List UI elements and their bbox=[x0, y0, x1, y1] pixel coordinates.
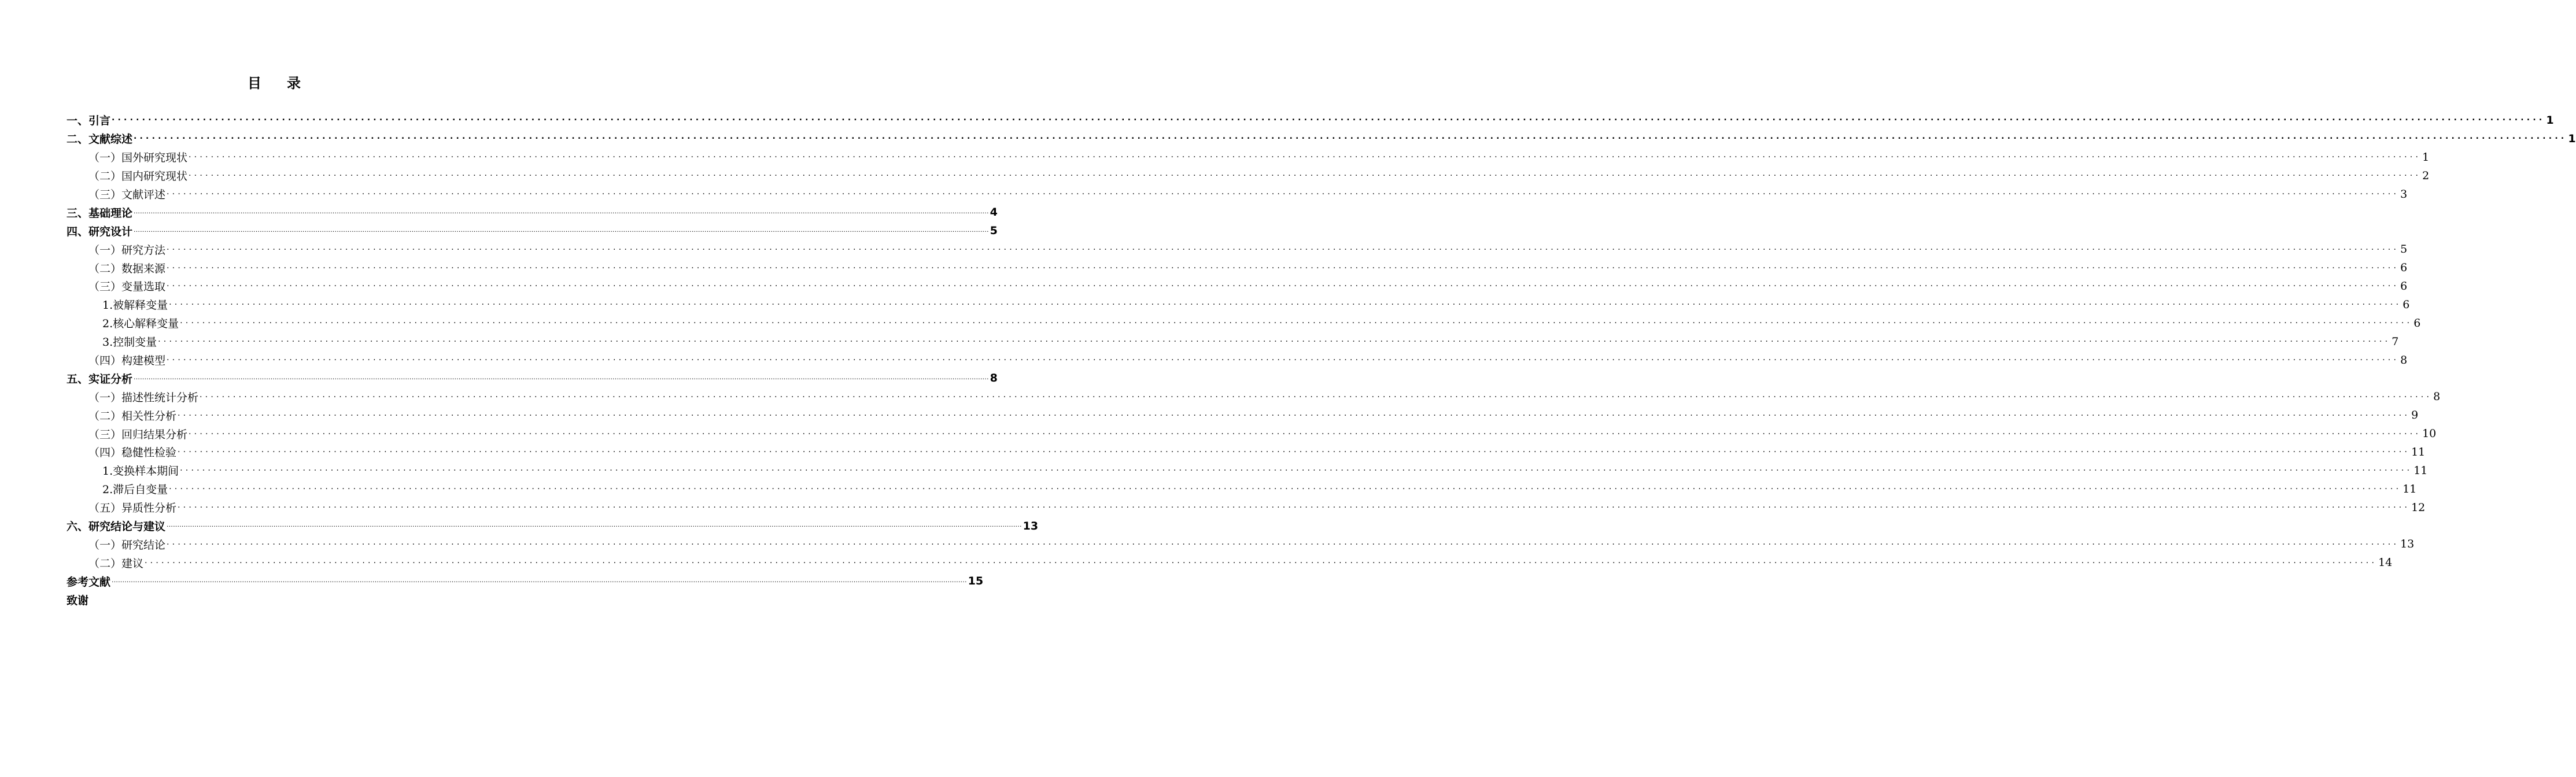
toc-entry[interactable] bbox=[0, 424, 2437, 443]
toc-entry[interactable] bbox=[0, 332, 2399, 351]
toc-entry-page-number: 6 bbox=[2402, 298, 2410, 311]
toc-entry-page-number: 1 bbox=[2568, 132, 2576, 145]
toc-entry[interactable] bbox=[0, 461, 2428, 480]
toc-entry[interactable] bbox=[0, 240, 2408, 258]
toc-entry[interactable] bbox=[0, 148, 2430, 166]
toc-entry-label: （三）变量选取 bbox=[88, 280, 166, 294]
toc-entry[interactable] bbox=[0, 221, 998, 240]
toc-leader-dots: ................................................................................................................................................................................................................................................................................................................................................................................................................ bbox=[189, 150, 2422, 160]
toc-leader-dots: ................................................................................................................................................................................................................................................................................................................................................................................................................ bbox=[167, 242, 2400, 252]
toc-entry-page-number: 7 bbox=[2392, 335, 2399, 348]
toc-leader-dots: ................................................................................................................................................................................................................................................................................................................................................................................................................ bbox=[178, 501, 2411, 510]
toc-entry-page-number: 3 bbox=[2400, 187, 2408, 201]
toc-entry-label: （一）研究方法 bbox=[88, 243, 166, 257]
page-title bbox=[0, 72, 549, 92]
toc-entry-label: 二、文献综述 bbox=[67, 133, 133, 146]
toc-entry-label: （二）国内研究现状 bbox=[88, 170, 188, 183]
toc-entry-label: （一）研究结论 bbox=[88, 538, 166, 552]
toc-entry[interactable] bbox=[0, 535, 2415, 553]
toc-leader-dots: ................................................................................................................................................................................................................................................................................................................................................................................................................ bbox=[178, 408, 2411, 418]
toc-entry-label: 参考文献 bbox=[67, 575, 111, 589]
toc-entry[interactable] bbox=[0, 590, 549, 609]
toc-entry[interactable] bbox=[0, 387, 2441, 406]
toc-leader-dots: ................................................................................................................................................................................................................................................................................................................................................................................................................ bbox=[167, 537, 2400, 547]
title-part-1: 目 bbox=[248, 75, 263, 91]
toc-leader-dots: ................................................................................................................................................................................................................................................................................................................................................................................................................ bbox=[167, 521, 1022, 529]
toc-entry[interactable] bbox=[0, 480, 2417, 498]
toc-entry[interactable] bbox=[0, 258, 2408, 277]
toc-leader-dots: ................................................................................................................................................................................................................................................................................................................................................................................................................ bbox=[169, 298, 2402, 308]
toc-entry[interactable] bbox=[0, 203, 998, 221]
toc-entry-page-number: 6 bbox=[2400, 261, 2408, 275]
toc-entry-page-number: 1 bbox=[2422, 150, 2430, 164]
toc-entry-label: （五）异质性分析 bbox=[88, 502, 177, 515]
toc-leader-dots: ................................................................................................................................................................................................................................................................................................................................................................................................................ bbox=[180, 316, 2413, 326]
toc-entry-label: 1.变换样本期间 bbox=[102, 465, 179, 478]
toc-entry-label: （四）稳健性检验 bbox=[88, 446, 177, 460]
toc-entry-label: （三）回归结果分析 bbox=[88, 428, 188, 441]
toc-leader-dots: ................................................................................................................................................................................................................................................................................................................................................................................................................ bbox=[167, 353, 2400, 363]
toc-leader-dots: ................................................................................................................................................................................................................................................................................................................................................................................................................ bbox=[169, 482, 2402, 492]
toc-entry-page-number: 8 bbox=[2433, 390, 2441, 404]
toc-entry-page-number: 10 bbox=[2422, 427, 2437, 441]
toc-leader-dots: ................................................................................................................................................................................................................................................................................................................................................................................................................ bbox=[178, 445, 2411, 455]
toc-leader-dots: ................................................................................................................................................................................................................................................................................................................................................................................................................ bbox=[112, 113, 2545, 123]
toc-entry-page-number: 6 bbox=[2413, 316, 2421, 330]
toc-entry-label: 致谢 bbox=[67, 594, 89, 607]
toc-leader-dots: ................................................................................................................................................................................................................................................................................................................................................................................................................ bbox=[158, 335, 2391, 345]
toc-entry-page-number: 8 bbox=[990, 372, 998, 385]
toc-entry[interactable] bbox=[0, 517, 1039, 535]
toc-leader-dots: ................................................................................................................................................................................................................................................................................................................................................................................................................ bbox=[134, 225, 989, 234]
toc-entry-page-number: 11 bbox=[2402, 482, 2417, 495]
toc-entry[interactable] bbox=[0, 166, 2430, 185]
toc-leader-dots: ................................................................................................................................................................................................................................................................................................................................................................................................................ bbox=[112, 576, 967, 584]
toc-entry-page-number: 13 bbox=[1023, 519, 1039, 532]
toc-entry-page-number: 6 bbox=[2400, 279, 2408, 293]
toc-entry-page-number: 15 bbox=[968, 575, 984, 588]
toc-entry-label: 一、引言 bbox=[67, 114, 111, 128]
toc-leader-dots: ................................................................................................................................................................................................................................................................................................................................................................................................................ bbox=[134, 132, 2567, 142]
toc-entry-page-number: 9 bbox=[2411, 409, 2419, 422]
toc-leader-dots: ................................................................................................................................................................................................................................................................................................................................................................................................................ bbox=[180, 464, 2413, 473]
toc-leader-dots: ................................................................................................................................................................................................................................................................................................................................................................................................................ bbox=[189, 169, 2422, 179]
table-of-contents bbox=[0, 111, 2576, 609]
toc-entry-label: 1.被解释变量 bbox=[102, 299, 168, 312]
toc-entry-label: 2.核心解释变量 bbox=[102, 317, 179, 331]
toc-entry[interactable] bbox=[0, 498, 2426, 517]
toc-entry-label: （四）构建模型 bbox=[88, 354, 166, 368]
toc-entry-page-number: 8 bbox=[2400, 353, 2408, 367]
toc-entry-page-number: 13 bbox=[2400, 538, 2415, 551]
toc-entry[interactable] bbox=[0, 130, 2576, 148]
toc-entry-page-number: 11 bbox=[2411, 445, 2426, 458]
toc-entry-label: 四、研究设计 bbox=[67, 225, 133, 238]
toc-entry-page-number: 2 bbox=[2422, 169, 2430, 182]
toc-entry[interactable] bbox=[0, 314, 2421, 332]
toc-leader-dots: ................................................................................................................................................................................................................................................................................................................................................................................................................ bbox=[167, 187, 2400, 197]
toc-entry-page-number: 5 bbox=[2400, 243, 2408, 256]
toc-leader-dots: ................................................................................................................................................................................................................................................................................................................................................................................................................ bbox=[134, 373, 989, 381]
toc-entry[interactable] bbox=[0, 406, 2419, 424]
toc-entry-label: 2.滞后自变量 bbox=[102, 483, 168, 497]
toc-entry-label: 三、基础理论 bbox=[67, 206, 133, 220]
toc-leader-dots: ................................................................................................................................................................................................................................................................................................................................................................................................................ bbox=[134, 207, 989, 215]
toc-entry-label: （二）数据来源 bbox=[88, 262, 166, 275]
toc-entry[interactable] bbox=[0, 111, 2554, 130]
toc-leader-dots: ................................................................................................................................................................................................................................................................................................................................................................................................................ bbox=[200, 390, 2433, 399]
toc-entry[interactable] bbox=[0, 277, 2408, 295]
toc-entry-page-number: 14 bbox=[2378, 556, 2393, 569]
toc-entry-label: 六、研究结论与建议 bbox=[67, 520, 166, 534]
toc-entry[interactable] bbox=[0, 351, 2408, 369]
toc-entry-page-number: 4 bbox=[990, 206, 998, 219]
toc-leader-dots: ................................................................................................................................................................................................................................................................................................................................................................................................................ bbox=[189, 427, 2422, 436]
toc-entry-page-number: 5 bbox=[990, 224, 998, 238]
toc-entry-label: 五、实证分析 bbox=[67, 372, 133, 386]
toc-entry-label: 3.控制变量 bbox=[102, 336, 157, 349]
title-part-2: 录 bbox=[287, 75, 302, 91]
toc-entry[interactable] bbox=[0, 553, 2393, 572]
toc-leader-dots: ................................................................................................................................................................................................................................................................................................................................................................................................................ bbox=[167, 279, 2400, 289]
toc-entry-page-number: 12 bbox=[2411, 501, 2426, 514]
toc-entry-label: （二）建议 bbox=[88, 557, 144, 570]
toc-entry-label: （三）文献评述 bbox=[88, 188, 166, 201]
toc-entry-label: （一）国外研究现状 bbox=[88, 151, 188, 165]
toc-entry[interactable] bbox=[0, 443, 2426, 461]
toc-entry[interactable] bbox=[0, 572, 984, 590]
toc-entry-page-number: 11 bbox=[2413, 464, 2428, 477]
toc-entry-label: （二）相关性分析 bbox=[88, 409, 177, 423]
toc-entry-page-number: 1 bbox=[2546, 113, 2554, 127]
toc-leader-dots: ................................................................................................................................................................................................................................................................................................................................................................................................................ bbox=[167, 261, 2400, 271]
toc-entry[interactable] bbox=[0, 369, 998, 387]
toc-entry[interactable] bbox=[0, 185, 2408, 204]
toc-entry-label: （一）描述性统计分析 bbox=[88, 391, 199, 404]
toc-entry[interactable] bbox=[0, 295, 2410, 314]
toc-leader-dots: ................................................................................................................................................................................................................................................................................................................................................................................................................ bbox=[145, 556, 2378, 565]
